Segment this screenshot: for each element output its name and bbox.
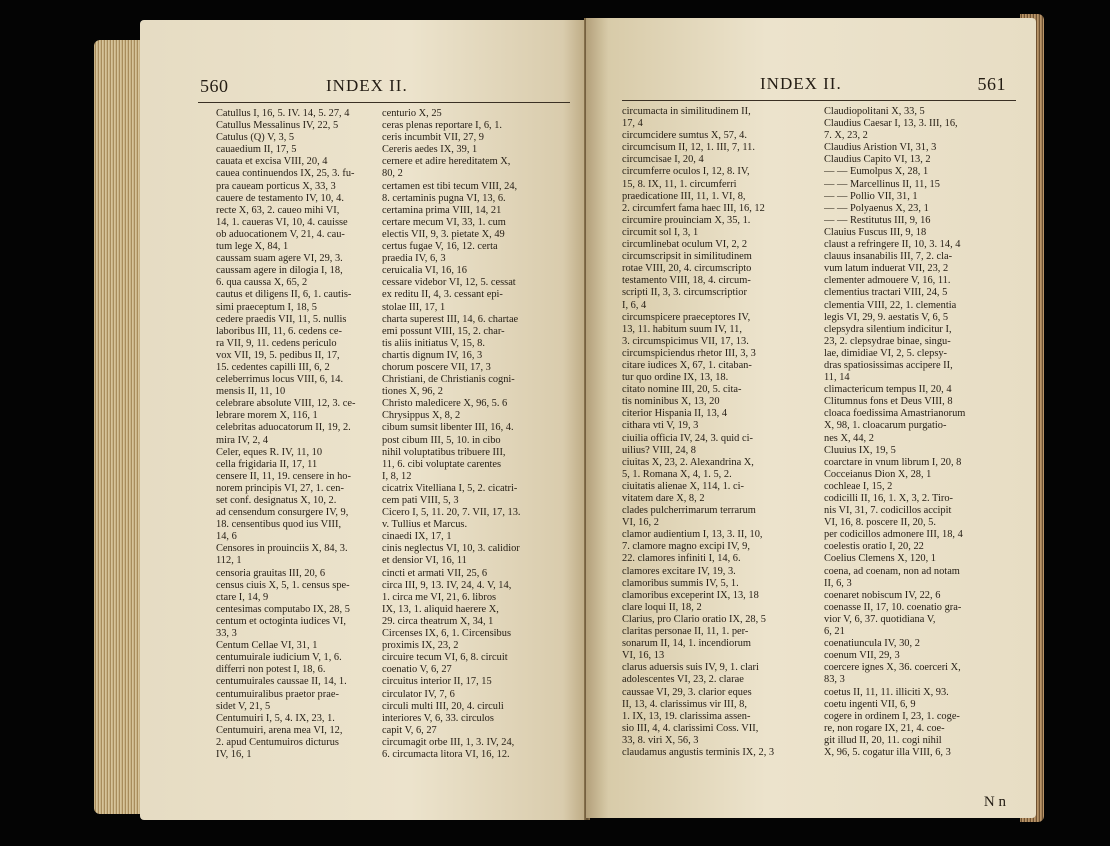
- index-line: 112, 1: [216, 555, 242, 567]
- index-line: uilius? VIII, 24, 8: [622, 444, 696, 456]
- index-line: 18. censentibus quod ius VIII,: [216, 519, 342, 531]
- index-line: chartis dignum IV, 16, 3: [382, 349, 483, 361]
- index-line: vox VII, 19, 5. pedibus II, 17,: [216, 349, 340, 361]
- index-line: cloaca foedissima Amastrianorum: [824, 408, 966, 420]
- index-line: 7. X, 23, 2: [824, 130, 868, 142]
- index-line: circumspiciendus rhetor III, 3, 3: [622, 347, 756, 359]
- index-line: circa III, 9, 13. IV, 24, 4. V, 14,: [382, 579, 512, 591]
- index-line: circumcisae I, 20, 4: [622, 154, 704, 166]
- index-line: caussae VI, 29, 3. clarior eques: [622, 686, 752, 698]
- index-line: et densior VI, 16, 11: [382, 555, 467, 567]
- index-line: ceris incumbit VII, 27, 9: [382, 132, 484, 144]
- index-line: vitatem dare X, 8, 2: [622, 493, 705, 504]
- index-line: coetus II, 11, 11. illiciti X, 93.: [824, 686, 949, 698]
- index-line: centurio X, 25: [382, 108, 442, 119]
- index-line: praedicatione III, 11, 1. VI, 8,: [622, 190, 746, 202]
- index-line: IX, 13, 1. aliquid haerere X,: [382, 603, 499, 615]
- index-line: ceras plenas reportare I, 6, 1.: [382, 120, 503, 132]
- index-line: citare iudices X, 67, 1. citaban-: [622, 359, 752, 371]
- index-line: clarus aduersis suis IV, 9, 1. clari: [622, 662, 759, 674]
- index-line: vum latum induerat VII, 23, 2: [824, 263, 949, 275]
- index-line: — — Restitutus III, 9, 16: [824, 214, 931, 226]
- index-line: cochleae I, 15, 2: [824, 480, 893, 492]
- index-line: II, 13, 4. clarissimus vir III, 8,: [622, 698, 747, 710]
- index-line: 6. circumacta litora VI, 16, 12.: [382, 748, 510, 760]
- index-line: centesimas computabo IX, 28, 5: [216, 603, 350, 615]
- index-line: claudamus angustis terminis IX, 2, 3: [622, 746, 775, 758]
- index-line: pra caueam porticus X, 33, 3: [216, 180, 336, 192]
- index-line: cauata et excisa VIII, 20, 4: [216, 156, 328, 168]
- index-line: 33, 3: [216, 628, 237, 640]
- index-line: censoria grauitas III, 20, 6: [216, 567, 326, 579]
- index-line: Claudius Capito VI, 13, 2: [824, 154, 931, 166]
- right-column-2: [824, 106, 1024, 759]
- index-line: 7. clamore magno excipi IV, 9,: [622, 541, 750, 553]
- index-line: post cibum III, 5, 10. in cibo: [382, 434, 501, 446]
- index-line: chorum poscere VII, 17, 3: [382, 361, 491, 373]
- index-line: cibum sumsit libenter III, 16, 4.: [382, 422, 514, 434]
- index-line: ceruicalia VI, 16, 16: [382, 265, 467, 277]
- index-line: clare loqui II, 18, 2: [622, 601, 702, 613]
- index-line: ciuilia officia IV, 24, 3. quid ci-: [622, 432, 753, 444]
- index-line: clamores excitare IV, 19, 3.: [622, 565, 736, 577]
- index-line: Claudiopolitani X, 33, 5: [824, 106, 925, 117]
- index-line: ob aduocationem V, 21, 4. cau-: [216, 228, 345, 240]
- index-line: Clitumnus fons et Deus VIII, 8: [824, 396, 953, 408]
- index-line: VI, 16, 13: [622, 650, 665, 662]
- index-line: celebritas aduocatorum II, 19, 2.: [216, 422, 351, 434]
- index-line: testamento VIII, 18, 4. circum-: [622, 275, 751, 287]
- index-line: II, 6, 3: [824, 577, 852, 589]
- index-line: coarctare in vnum librum I, 20, 8: [824, 456, 962, 468]
- index-line: Clarius, pro Clario oratio IX, 28, 5: [622, 613, 767, 625]
- right-header-rule: [622, 100, 1016, 101]
- index-line: cithara vti V, 19, 3: [622, 420, 699, 432]
- index-line: clementius tractari VIII, 24, 5: [824, 287, 948, 299]
- index-line: Circenses IX, 6, 1. Circensibus: [382, 628, 511, 640]
- index-line: circumacta in similitudinem II,: [622, 106, 751, 117]
- index-line: mira IV, 2, 4: [216, 434, 269, 446]
- index-line: 11, 6. cibi voluptate carentes: [382, 458, 502, 470]
- index-line: electis VII, 9, 3. pietate X, 49: [382, 228, 505, 240]
- index-line: lae, dimidiae VI, 2, 5. clepsy-: [824, 347, 948, 359]
- index-line: Catulus (Q) V, 3, 5: [216, 132, 295, 144]
- index-line: certamen est tibi tecum VIII, 24,: [382, 180, 518, 192]
- index-line: nihil voluptatibus tribuere III,: [382, 446, 506, 458]
- index-line: centum et octoginta iudices VI,: [216, 615, 346, 627]
- index-line: 14, 1. caueras VI, 10, 4. cauisse: [216, 216, 348, 228]
- index-line: cauaedium II, 17, 5: [216, 144, 297, 156]
- index-line: set conf. designatus X, 10, 2.: [216, 495, 337, 506]
- index-line: coercere ignes X, 36. coerceri X,: [824, 662, 961, 674]
- index-line: Christiani, de Christianis cogni-: [382, 374, 515, 386]
- index-line: tis nominibus X, 13, 20: [622, 396, 720, 408]
- index-line: legis VI, 29, 9. aestatis V, 6, 5: [824, 311, 949, 323]
- index-line: 15, 8. IX, 11, 1. circumferri: [622, 178, 737, 190]
- index-line: ciuitas X, 23, 2. Alexandrina X,: [622, 456, 754, 468]
- index-line: rotae VIII, 20, 4. circumscripto: [622, 263, 752, 275]
- index-line: X, 96, 5. cogatur illa VIII, 6, 3: [824, 746, 951, 758]
- index-line: celebrare absolute VIII, 12, 3. ce-: [216, 398, 356, 410]
- index-line: circuitus interior II, 17, 15: [382, 676, 492, 688]
- index-line: cauere de testamento IV, 10, 4.: [216, 192, 344, 204]
- index-line: — — Marcellinus II, 11, 15: [824, 178, 940, 190]
- index-line: circumire prouinciam X, 35, 1.: [622, 214, 751, 226]
- index-line: centumuirales caussae II, 14, 1.: [216, 676, 347, 688]
- right-running-head: INDEX II.: [760, 74, 842, 93]
- index-line: clementer admouere V, 16, 11.: [824, 275, 951, 287]
- index-line: cincti et armati VII, 25, 6: [382, 567, 488, 579]
- index-line: 33, 8. viri X, 56, 3: [622, 734, 699, 746]
- index-line: git illud II, 20, 11. cogi nihil: [824, 734, 942, 746]
- index-line: claritas personae II, 11, 1. per-: [622, 626, 749, 638]
- index-line: codicilli II, 16, 1. X, 3, 2. Tiro-: [824, 493, 954, 504]
- index-line: 17, 4: [622, 118, 643, 130]
- index-line: capit V, 6, 27: [382, 724, 437, 736]
- left-page: [140, 20, 590, 820]
- index-line: claust a refringere II, 10, 3. 14, 4: [824, 239, 961, 251]
- index-line: Cicero I, 5, 11. 20, 7. VII, 17, 13.: [382, 507, 521, 519]
- index-line: 6. qua caussa X, 65, 2: [216, 277, 308, 289]
- index-line: 3. circumspicimus VII, 17, 13.: [622, 335, 749, 347]
- index-line: circumit sol I, 3, 1: [622, 226, 699, 238]
- index-line: 14, 6: [216, 531, 237, 543]
- index-line: censere II, 11, 19. censere in ho-: [216, 470, 351, 482]
- index-line: centumuiralibus praetor prae-: [216, 688, 339, 700]
- index-line: 8. certaminis pugna VI, 13, 6.: [382, 192, 506, 204]
- index-line: tum lege X, 84, 1: [216, 241, 289, 253]
- index-line: tis aliis initiatus V, 15, 8.: [382, 337, 485, 349]
- index-line: circumspicere praeceptores IV,: [622, 311, 751, 323]
- index-line: cedere praedis VII, 11, 5. nullis: [216, 313, 347, 325]
- index-line: ad censendum consurgere IV, 9,: [216, 507, 349, 519]
- index-line: cella frigidaria II, 17, 11: [216, 458, 318, 470]
- index-line: caussam suam agere VI, 29, 3.: [216, 253, 343, 265]
- index-line: Cocceianus Dion X, 28, 1: [824, 468, 932, 480]
- index-line: cem pati VIII, 5, 3: [382, 495, 459, 506]
- index-line: Cereris aedes IX, 39, 1: [382, 144, 478, 156]
- index-line: coelestis oratio I, 20, 22: [824, 541, 924, 553]
- index-line: lebrare morem X, 116, 1: [216, 410, 318, 422]
- index-line: tiones X, 96, 2: [382, 386, 443, 398]
- index-line: cogere in ordinem I, 23, 1. coge-: [824, 710, 960, 722]
- index-line: stolae III, 17, 1: [382, 301, 446, 313]
- index-line: 1. IX, 13, 19. clarissima assen-: [622, 710, 751, 722]
- index-line: differri non potest I, 18, 6.: [216, 664, 326, 676]
- index-line: Censores in prouinciis X, 84, 3.: [216, 543, 348, 555]
- index-line: sonarum II, 14, 1. incendiorum: [622, 638, 751, 650]
- index-line: 6, 21: [824, 626, 845, 638]
- index-line: coenasse II, 17, 10. coenatio gra-: [824, 601, 962, 613]
- index-line: VI, 16, 2: [622, 517, 659, 529]
- index-line: I, 6, 4: [622, 299, 647, 311]
- index-line: cinis neglectus VI, 10, 3. calidior: [382, 543, 520, 555]
- right-page-number: 561: [977, 74, 1006, 94]
- index-line: circuli multi III, 20, 4. circuli: [382, 700, 504, 712]
- index-line: 5, 1. Romana X, 4, 1. 5, 2.: [622, 468, 732, 480]
- index-line: climactericum tempus II, 20, 4: [824, 384, 952, 396]
- index-line: cessare videbor VI, 12, 5. cessat: [382, 277, 516, 289]
- left-page-number: 560: [200, 76, 229, 96]
- index-line: X, 98, 1. cloacarum purgatio-: [824, 420, 947, 432]
- index-line: Christo maledicere X, 96, 5. 6: [382, 398, 508, 410]
- index-line: clamor audientium I, 13, 3. II, 10,: [622, 529, 763, 541]
- index-line: VI, 16, 8. poscere II, 20, 5.: [824, 517, 936, 529]
- index-line: ra VII, 9, 11. cedens periculo: [216, 337, 337, 349]
- index-line: Claudius Aristion VI, 31, 3: [824, 142, 937, 154]
- index-line: — — Pollio VII, 31, 1: [824, 190, 918, 202]
- index-line: ciuitatis alienae X, 114, 1. ci-: [622, 480, 744, 492]
- index-line: coenaret nobiscum IV, 22, 6: [824, 589, 941, 601]
- index-line: 15. cedentes capilli III, 6, 2: [216, 361, 330, 373]
- index-line: cernere et adire hereditatem X,: [382, 156, 511, 168]
- index-line: adolescentes VI, 23, 2. clarae: [622, 674, 744, 686]
- index-line: IV, 16, 1: [216, 748, 252, 760]
- left-header-rule: [198, 102, 570, 103]
- index-line: 83, 3: [824, 674, 845, 686]
- index-line: nes X, 44, 2: [824, 432, 874, 444]
- index-line: circumagit orbe III, 1, 3. IV, 24,: [382, 736, 515, 748]
- index-line: praedia IV, 6, 3: [382, 253, 446, 265]
- index-line: re, non rogare IX, 21, 4. coe-: [824, 722, 945, 734]
- index-line: dras spatiosissimas accipere II,: [824, 359, 953, 371]
- index-line: 23, 2. clepsydrae binae, singu-: [824, 335, 951, 347]
- index-line: cicatrix Vitelliana I, 5, 2. cicatri-: [382, 482, 518, 494]
- index-line: recte X, 63, 2. caueo mihi VI,: [216, 204, 340, 216]
- index-line: laboribus III, 11, 6. cedens ce-: [216, 325, 342, 337]
- index-line: 22. clamores infiniti I, 14, 6.: [622, 553, 741, 565]
- index-line: 2. apud Centumuiros dicturus: [216, 736, 339, 748]
- index-line: 2. circumfert fama haec III, 16, 12: [622, 202, 765, 214]
- index-line: Coelius Clemens X, 120, 1: [824, 553, 936, 565]
- index-line: Centumuiri I, 5, 4. IX, 23, 1.: [216, 712, 335, 724]
- index-line: simi praeceptum I, 18, 5: [216, 301, 317, 313]
- index-line: coenum VII, 29, 3: [824, 650, 900, 662]
- index-line: circumcidere sumtus X, 57, 4.: [622, 130, 747, 142]
- index-line: scripti II, 3, 3. circumscriptior: [622, 287, 747, 299]
- index-line: circumlinebat oculum VI, 2, 2: [622, 239, 748, 251]
- index-line: norem principis VI, 27, 1. cen-: [216, 482, 344, 494]
- left-column-1: [216, 108, 408, 761]
- index-line: tur quo ordine IX, 13, 18.: [622, 372, 729, 384]
- index-line: charta superest III, 14, 6. chartae: [382, 313, 519, 325]
- index-line: Catullus I, 16, 5. IV. 14, 5. 27, 4: [216, 108, 350, 119]
- index-line: sio III, 4, 4. clarissimi Coss. VII,: [622, 722, 759, 734]
- index-line: cinaedi IX, 17, 1: [382, 531, 452, 543]
- index-line: certamina prima VIII, 14, 21: [382, 204, 502, 216]
- index-line: v. Tullius et Marcus.: [382, 519, 468, 531]
- right-page: [586, 18, 1036, 818]
- index-line: caussam agere in dilogia I, 18,: [216, 265, 343, 277]
- index-line: Clauius Fuscus III, 9, 18: [824, 226, 927, 238]
- index-line: circumscripsit in similitudinem: [622, 251, 752, 263]
- index-line: Catullus Messalinus IV, 22, 5: [216, 120, 339, 132]
- index-line: circuire tecum VI, 6, 8. circuit: [382, 652, 508, 664]
- index-line: citerior Hispania II, 13, 4: [622, 408, 728, 420]
- index-line: celeberrimus locus VIII, 6, 14.: [216, 374, 344, 386]
- index-line: 80, 2: [382, 168, 403, 180]
- index-line: 1. circa me VI, 21, 6. libros: [382, 591, 497, 603]
- index-line: 11, 14: [824, 372, 850, 384]
- index-line: ctare I, 14, 9: [216, 591, 269, 603]
- index-line: clauus insanabilis III, 7, 2. cla-: [824, 251, 953, 263]
- left-running-head: INDEX II.: [326, 76, 408, 95]
- index-line: clamoribus exceperint IX, 13, 18: [622, 589, 759, 601]
- index-line: Chrysippus X, 8, 2: [382, 410, 461, 422]
- index-line: certus fugae V, 16, 12. certa: [382, 241, 498, 253]
- index-line: circumferre oculos I, 12, 8. IV,: [622, 166, 750, 178]
- index-line: Claudius Caesar I, 13, 3. III, 16,: [824, 118, 958, 130]
- index-line: sidet V, 21, 5: [216, 700, 271, 712]
- left-column-2: [382, 108, 578, 761]
- index-line: emi possunt VIII, 15, 2. char-: [382, 325, 505, 337]
- index-line: clementia VIII, 22, 1. clementia: [824, 299, 957, 311]
- index-line: centumuirale iudicium V, 1, 6.: [216, 652, 342, 664]
- index-line: certare mecum VI, 33, 1. cum: [382, 216, 506, 228]
- catchword: N n: [983, 794, 1006, 810]
- index-line: 29. circa theatrum X, 34, 1: [382, 615, 494, 627]
- index-line: I, 8, 12: [382, 470, 412, 482]
- index-line: citato nomine III, 20, 5. cita-: [622, 384, 742, 396]
- index-line: circulator IV, 7, 6: [382, 688, 455, 700]
- index-line: 13, 11. habitum suum IV, 11,: [622, 323, 742, 335]
- index-line: Centumuiri, arena mea VI, 12,: [216, 724, 343, 736]
- index-line: coena, ad coenam, non ad notam: [824, 565, 960, 577]
- index-line: clepsydra silentium indicitur I,: [824, 323, 952, 335]
- index-line: mensis II, 11, 10: [216, 386, 286, 398]
- index-line: cautus et diligens II, 6, 1. cautis-: [216, 289, 352, 301]
- index-line: clades pulcherrimarum terrarum: [622, 505, 756, 517]
- index-line: ex reditu II, 4, 3. cessant epi-: [382, 289, 503, 301]
- index-line: — — Eumolpus X, 28, 1: [824, 166, 929, 178]
- index-line: circumcisum II, 12, 1. III, 7, 11.: [622, 142, 755, 154]
- index-line: per codicillos admonere III, 18, 4: [824, 529, 963, 541]
- index-line: Celer, eques R. IV, 11, 10: [216, 446, 323, 458]
- index-line: coetu ingenti VII, 6, 9: [824, 698, 916, 710]
- index-line: nis VI, 31, 7. codicillos accipit: [824, 505, 952, 517]
- index-line: clamoribus summis IV, 5, 1.: [622, 577, 739, 589]
- index-line: proximis IX, 23, 2: [382, 640, 459, 652]
- index-line: Centum Cellae VI, 31, 1: [216, 640, 318, 652]
- index-line: coenatiuncula IV, 30, 2: [824, 638, 920, 650]
- index-line: census ciuis X, 5, 1. census spe-: [216, 579, 350, 591]
- index-line: Cluuius IX, 19, 5: [824, 444, 896, 456]
- index-line: — — Polyaenus X, 23, 1: [824, 202, 929, 214]
- index-line: cauea continuendos IX, 25, 3. fu-: [216, 168, 355, 180]
- index-line: coenatio V, 6, 27: [382, 664, 452, 676]
- right-column-1: [622, 106, 822, 759]
- index-line: interiores V, 6, 33. circulos: [382, 712, 494, 724]
- index-line: vior V, 6, 37. quotidiana V,: [824, 613, 936, 625]
